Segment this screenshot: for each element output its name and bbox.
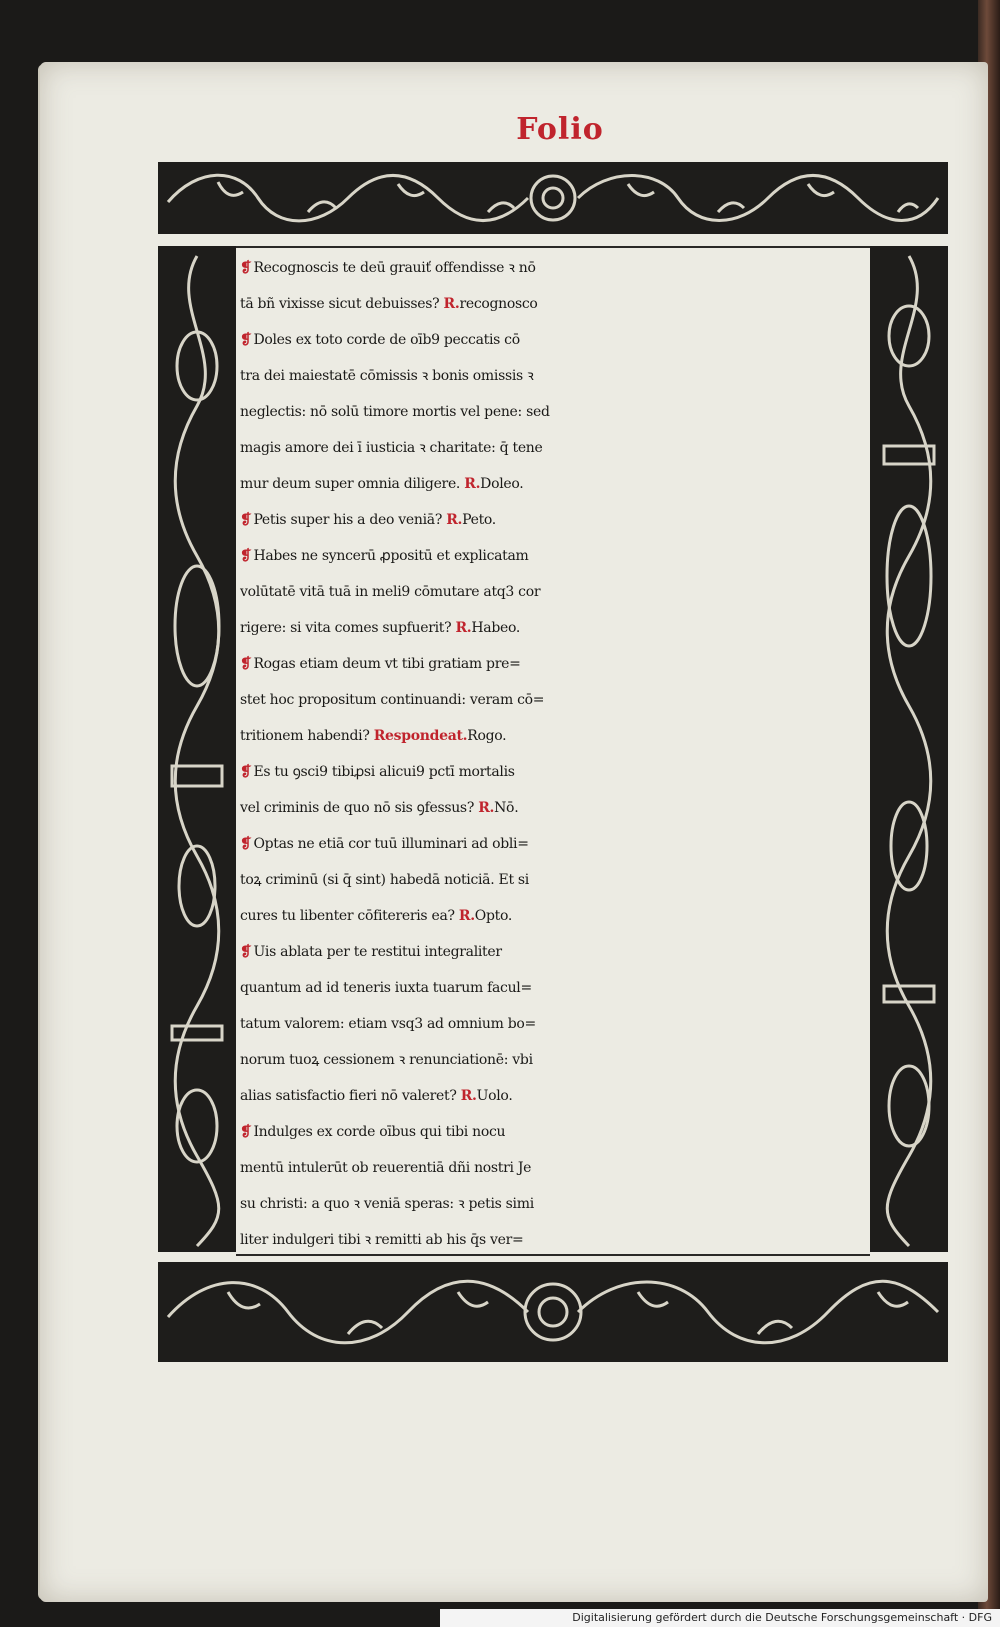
woodcut-border-right — [870, 246, 948, 1252]
pilcrow-mark: ❡ — [240, 548, 252, 564]
line-text: liter indulgeri tibi ꝛ remitti ab his q̄s ver= — [240, 1232, 524, 1248]
text-line — [240, 898, 868, 934]
line-text: su christi: a quo ꝛ veniā speras: ꝛ petis simi — [240, 1196, 534, 1212]
response-marker: Respondeat. — [373, 728, 468, 744]
text-line — [240, 826, 868, 862]
line-text: alias satisfactio fieri nō valeret? — [240, 1088, 457, 1104]
pilcrow-mark: ❡ — [240, 944, 252, 960]
line-text: cures tu libenter cōfitereris ea? — [240, 908, 455, 924]
response-marker: R. — [455, 620, 472, 636]
text-line — [240, 322, 868, 358]
line-text: tatum valorem: etiam vsq3 ad omnium bo= — [240, 1016, 536, 1032]
line-text: Indulges ex corde oībus qui tibi nocu — [253, 1124, 506, 1140]
line-text: stet hoc propositum continuandi: veram cō= — [240, 692, 545, 708]
response-word: Nō. — [494, 800, 519, 816]
response-word: Doleo. — [480, 476, 524, 492]
response-marker: R. — [443, 296, 460, 312]
line-text: tā bñ vixisse sicut debuisses? — [240, 296, 440, 312]
text-line — [240, 682, 868, 718]
response-marker: R. — [458, 908, 475, 924]
pilcrow-mark: ❡ — [240, 764, 252, 780]
text-line — [240, 754, 868, 790]
text-line — [240, 574, 868, 610]
text-line — [240, 1114, 868, 1150]
digitization-credit: Digitalisierung gefördert durch die Deutsche Forschungsgemeinschaft · DFG — [440, 1609, 1000, 1627]
response-word: Rogo. — [467, 728, 507, 744]
text-line — [240, 1006, 868, 1042]
response-word: Peto. — [462, 512, 496, 528]
text-line — [240, 430, 868, 466]
text-line — [240, 394, 868, 430]
line-text: tritionem habendi? — [240, 728, 370, 744]
line-text: Recognoscis te deū grauiť offendisse ꝛ nō — [253, 260, 536, 276]
pilcrow-mark: ❡ — [240, 1124, 252, 1140]
line-text: toꝝ criminū (si q̄ sint) habedā noticiā. Et si — [240, 872, 529, 888]
pilcrow-mark: ❡ — [240, 332, 252, 348]
pilcrow-mark: ❡ — [240, 260, 252, 276]
line-text: Petis super his a deo veniā? — [253, 512, 443, 528]
line-text: magis amore dei ī iusticia ꝛ charitate: q̄ tene — [240, 440, 543, 456]
response-marker: R. — [478, 800, 495, 816]
response-word: Habeo. — [471, 620, 521, 636]
line-text: mentū intulerūt ob reuerentiā dñi nostri Je — [240, 1160, 532, 1176]
line-text: vel criminis de quo nō sis ꝯfessus? — [240, 800, 475, 816]
page-text — [240, 250, 868, 1258]
text-line — [240, 1186, 868, 1222]
line-text: rigere: si vita comes supfuerit? — [240, 620, 452, 636]
response-marker: R. — [446, 512, 463, 528]
response-word: Uolo. — [476, 1088, 513, 1104]
text-line — [240, 970, 868, 1006]
text-line — [240, 502, 868, 538]
line-text: Optas ne etiā cor tuū illuminari ad obli= — [253, 836, 529, 852]
line-text: volūtatē vitā tuā in meli9 cōmutare atq3 cor — [240, 584, 541, 600]
text-line — [240, 790, 868, 826]
text-line — [240, 286, 868, 322]
woodcut-border-left — [158, 246, 236, 1252]
folio-heading: Folio — [516, 112, 604, 147]
text-line — [240, 1078, 868, 1114]
pilcrow-mark: ❡ — [240, 656, 252, 672]
text-line — [240, 358, 868, 394]
line-text: tra dei maiestatē cōmissis ꝛ bonis omissis ꝛ — [240, 368, 534, 384]
text-line — [240, 862, 868, 898]
line-text: Habes ne syncerū ꝓpositū et explicatam — [253, 548, 529, 564]
text-line — [240, 1150, 868, 1186]
text-line — [240, 1042, 868, 1078]
line-text: neglectis: nō solū timore mortis vel pene: sed — [240, 404, 550, 420]
line-text: mur deum super omnia diligere. — [240, 476, 461, 492]
line-text: norum tuoꝝ cessionem ꝛ renunciationē: vbi — [240, 1052, 533, 1068]
response-word: Opto. — [474, 908, 512, 924]
text-line — [240, 466, 868, 502]
text-line — [240, 610, 868, 646]
response-word: recognosco — [459, 296, 538, 312]
line-text: quantum ad id teneris iuxta tuarum facul= — [240, 980, 532, 996]
line-text: Doles ex toto corde de oīb9 peccatis cō — [253, 332, 520, 348]
woodcut-border-bottom — [158, 1262, 948, 1362]
response-marker: R. — [464, 476, 481, 492]
pilcrow-mark: ❡ — [240, 836, 252, 852]
response-marker: R. — [460, 1088, 477, 1104]
text-line — [240, 250, 868, 286]
line-text: Rogas etiam deum vt tibi gratiam pre= — [253, 656, 521, 672]
text-line — [240, 718, 868, 754]
text-line — [240, 538, 868, 574]
text-line — [240, 1222, 868, 1258]
text-line — [240, 934, 868, 970]
text-line — [240, 646, 868, 682]
line-text: Uis ablata per te restitui integraliter — [253, 944, 502, 960]
pilcrow-mark: ❡ — [240, 512, 252, 528]
line-text: Es tu ꝯsci9 tibiꝓsi alicui9 pctī mortalis — [253, 764, 515, 780]
woodcut-border-top — [158, 162, 948, 234]
